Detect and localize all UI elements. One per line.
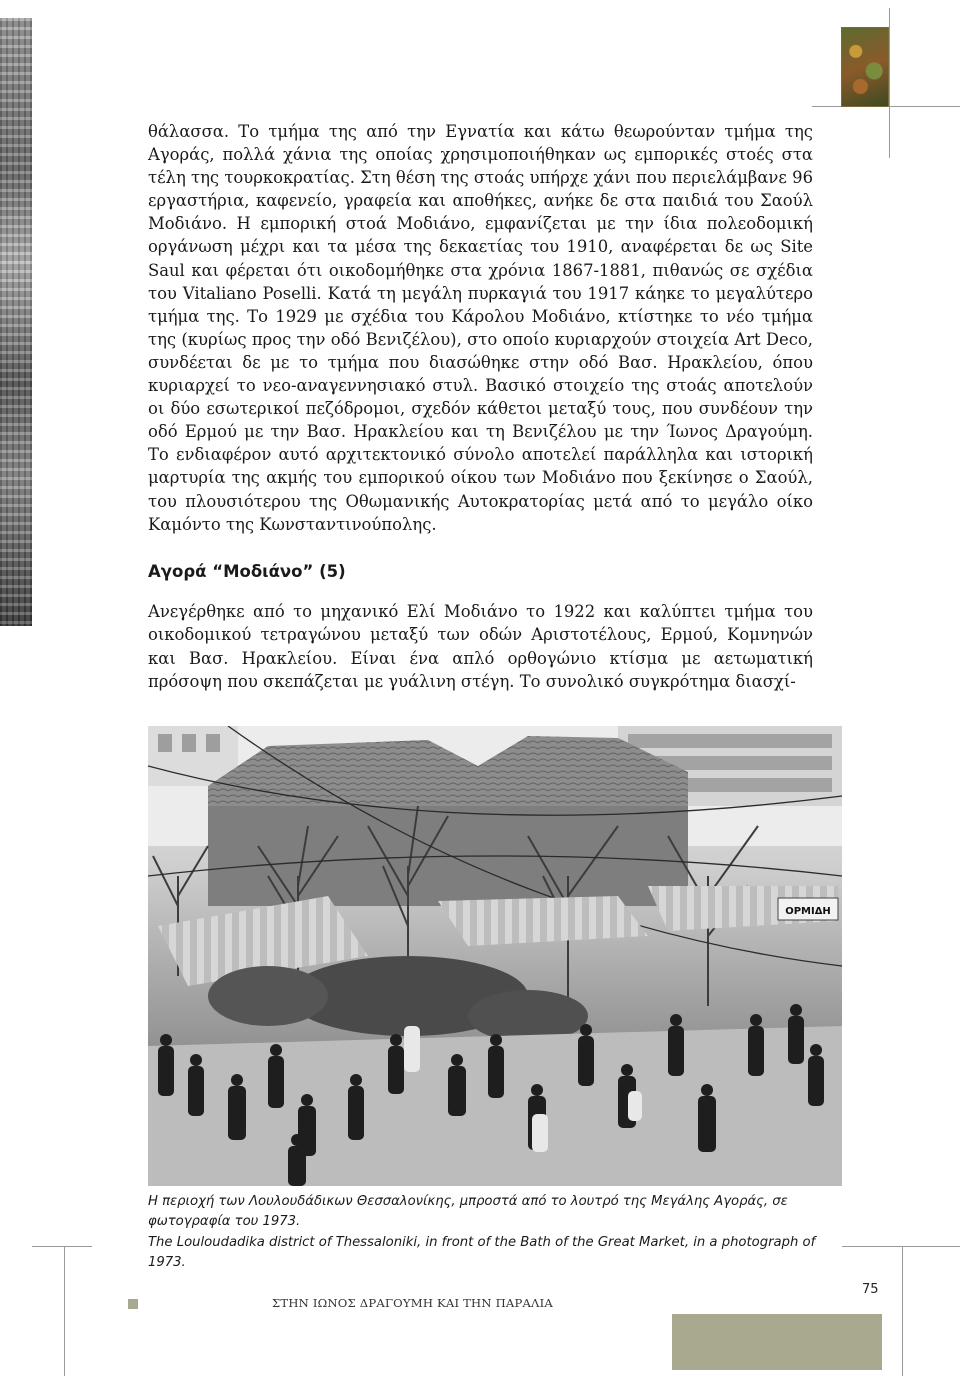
photo-shop-sign: ΟΡΜΙΔΗ: [785, 906, 831, 917]
guide-line-top-vertical: [889, 8, 890, 158]
page-number: 75: [862, 1282, 879, 1297]
footer-marker-square: [128, 1299, 138, 1309]
body-text-block-2: [148, 584, 813, 709]
guide-line-left-vertical: [64, 1246, 65, 1376]
corner-thumbnail-image: [841, 27, 889, 107]
section-title: Αγορά “Μοδιάνο” (5): [148, 562, 346, 581]
historical-photo-louloudadika: [148, 726, 842, 1186]
caption-greek: Η περιοχή των Λουλουδάδικων Θεσσαλονίκης, μπροστά από το λουτρό της Μεγάλης Αγοράς, σε φωτογραφία του 1973.: [148, 1194, 788, 1230]
left-edge-photo-strip: [0, 18, 32, 626]
paragraph-modiano-market: Ανεγέρθηκε από το μηχανικό Ελί Μοδιάνο το 1922 και καλύπτει τμήμα του οικοδομικού τετραγώνου μεταξύ των οδών Αριστοτέλους, Ερμού, Κομνηνών και Βασ. Ηρακλείου. Είναι ένα απλό ορθογώνιο κτίσμα με αετωματική πρόσοψη που σκεπάζεται με γυάλινη στέγη. Το συνολικό συγκρότημα διασχί-: [148, 602, 813, 691]
photo-illustration: [148, 726, 842, 1186]
guide-line-right-horizontal: [842, 1246, 960, 1247]
body-text-block: [148, 120, 813, 536]
paragraph-modiano-arcade: θάλασσα. Το τμήμα της από την Εγνατία και κάτω θεωρούνταν τμήμα της Αγοράς, πολλά χάνια της οποίας χρησιμοποιήθηκαν ως εμπορικές στοές στα τέλη της τουρκοκρατίας. Στη θέση της στοάς υπήρχε χάνι που περιελάμβανε 96 εργαστήρια, καφενείο, γραφεία και αποθήκες, ανήκε δε στα παιδιά του Σαούλ Μοδιάνο. Η εμπορική στοά Μοδιάνο, εμφανίζεται με την ίδια πολεοδομική οργάνωση μέχρι και τα μέσα της δεκαετίας του 1910, αναφέρεται δε ως Site Saul και φέρεται ότι οικοδομήθηκε στα χρόνια 1867-1881, πιθανώς σε σχέδια του Vitaliano Poselli. Κατά τη μεγάλη πυρκαγιά του 1917 κάηκε το μεγαλύτερο τμήμα της. Το 1929 με σχέδια του Κάρολου Μοδιάνο, κτίστηκε το νέο τμήμα της (κυρίως προς την οδό Βενιζέλου), στο οποίο κυριαρχούν στοιχεία Art Deco, συνδέεται δε με το τμήμα που διασώθηκε στην οδό Βασ. Ηρακλείου, όπου κυριαρχεί το νεο-αναγεννησιακό στυλ. Βασικό στοιχείο της στοάς αποτελούν οι δύο εσωτερικοί πεζόδρομοι, σχεδόν κάθετοι μεταξύ τους, που συνδέουν την οδό Ερμού με την Βασ. Ηρακλείου και τη Βενιζέλου με την Ίωνος Δραγούμη. Το ενδιαφέρον αυτό αρχιτεκτονικό σύνολο αποτελεί παράλληλα και ιστορική μαρτυρία της ακμής του εμπορικού οίκου των Μοδιάνο που ξεκίνησε ο Σαούλ, του πλουσιότερου της Οθωμανικής Αυτοκρατορίας μετά από το μεγάλο οίκο Καμόντο της Κωνσταντινούπολης.: [148, 122, 813, 534]
guide-line-left-horizontal: [32, 1246, 92, 1247]
footer-running-title: ΣΤΗΝ ΙΩΝΟΣ ΔΡΑΓΟΥΜΗ ΚΑΙ ΤΗΝ ΠΑΡΑΛΙΑ: [272, 1296, 553, 1310]
caption-english: The Louloudadika district of Thessaloniki, in front of the Bath of the Great Market, in a photograph of 1973.: [148, 1234, 816, 1271]
photo-caption: [148, 1192, 838, 1274]
guide-line-right-vertical: [902, 1246, 903, 1376]
footer-color-block: [672, 1314, 882, 1370]
